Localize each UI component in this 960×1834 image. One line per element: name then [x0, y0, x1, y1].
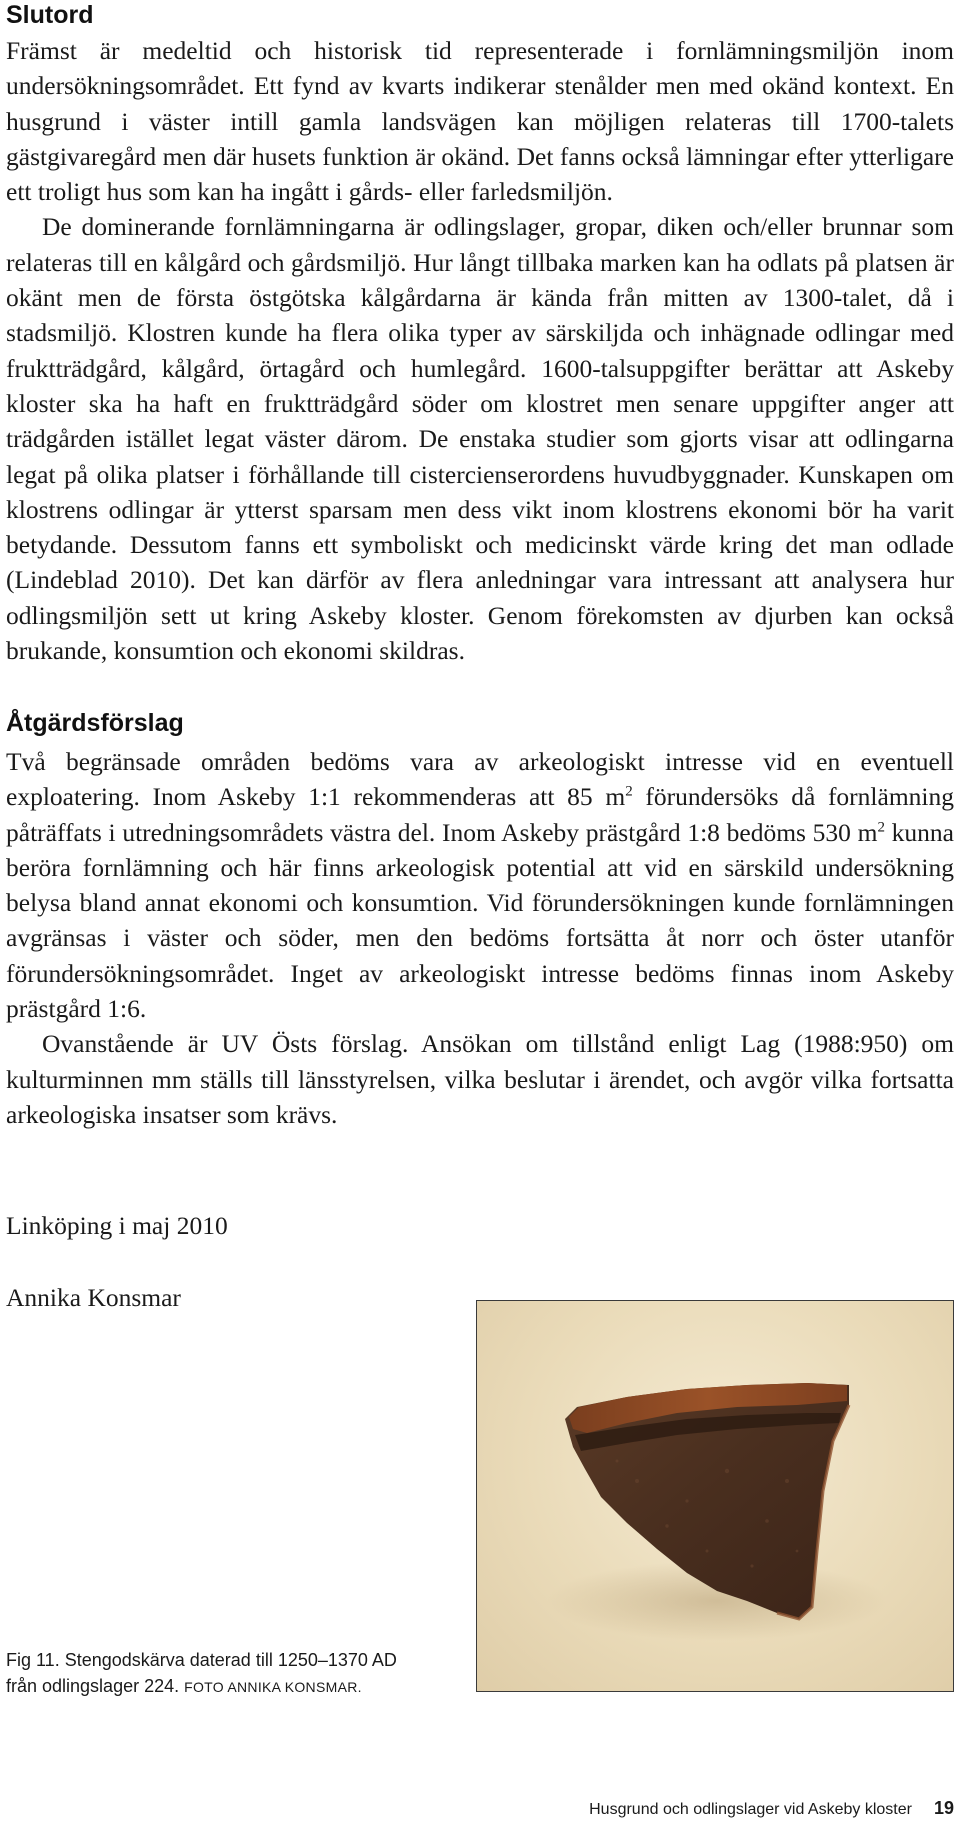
- running-title: Husgrund och odlingslager vid Askeby kloster: [589, 1801, 912, 1818]
- section-heading-slutord: Slutord: [6, 1, 94, 29]
- paragraph: Ovanstående är UV Östs förslag. Ansökan om tillstånd enligt Lag (1988:950) om kulturminnen mm ställs till länsstyrelsen, vilka beslutar i ärendet, och avgör vilka fortsatta arkeologiska insatser som krävs.: [6, 1029, 954, 1129]
- photo-credit: FOTO ANNIKA KONSMAR.: [184, 1679, 362, 1695]
- page-number: 19: [933, 1798, 954, 1818]
- paragraph: Två begränsade områden bedöms vara av arkeologiskt intresse vid en eventuell exploatering. Inom Askeby 1:1 rekommenderas att 85 $m^2$ förundersöks då fornlämning påträffats i utredningsområdets västra del. Inom Askeby prästgård 1:8 bedöms 530 $m^2$ kunna beröra fornlämning och här finns arkeologisk potential att vid en särskild undersökning belysa bland annat ekonomi och konsumtion. Vid förundersökningen kunde fornlämningen avgränsas i väster och söder, men den bedöms fortsätta åt norr och öster utanför förundersökningsområdet. Inget av arkeologiskt intresse bedöms finnas inom Askeby prästgård 1:6.: [6, 747, 954, 1024]
- caption-line: Fig 11. Stengodskärva daterad till 1250–1370 AD: [6, 1650, 397, 1670]
- page-footer: [589, 1798, 954, 1820]
- section-body-atgardsforslag: [6, 744, 954, 1132]
- stoneware-shard-image: [477, 1301, 952, 1690]
- caption-line: från odlingslager 224. FOTO ANNIKA KONSMAR.: [6, 1676, 362, 1696]
- section-heading-atgardsforslag: Åtgärdsförslag: [6, 709, 184, 737]
- section-body-slutord: [6, 33, 954, 668]
- signature-author: Annika Konsmar: [6, 1283, 181, 1312]
- figure-photo-stoneware-shard: [476, 1300, 954, 1692]
- paragraph: Främst är medeltid och historisk tid representerade i fornlämningsmiljön inom undersökningsområdet. Ett fynd av kvarts indikerar stenålder men med okänd kontext. En husgrund i väster intill gamla landsvägen kan möjligen relateras till 1700-talets gästgivaregård men där husets funktion är okänd. Det fanns också lämningar efter ytterligare ett troligt hus som kan ha ingått i gårds- eller farledsmiljön.: [6, 36, 954, 207]
- figure-caption: [6, 1647, 446, 1700]
- paragraph: De dominerande fornlämningarna är odlingslager, gropar, diken och/eller brunnar som relateras till en kålgård och gårdsmiljö. Hur långt tillbaka marken kan ha odlats på platsen är okänt men de första östgötska kålgårdarna är kända från mitten av 1300-talet, då i stadsmiljö. Klostren kunde ha flera olika typer av särskiljda och inhägnade odlingar med fruktträdgård, kålgård, örtagård och humlegård. 1600-talsuppgifter berättar att Askeby kloster ska ha haft en fruktträdgård söder om klostret men senare uppgifter anger att trädgården istället legat väster därom. De enstaka studier som gjorts visar att odlingarna legat på olika platser i förhållande till cistercienserordens huvudbyggnader. Kunskapen om klostrens odlingar är ytterst sparsam men dess vikt inom klostrens ekonomi bör ha varit betydande. Dessutom fanns ett symboliskt och medicinskt värde kring det man odlade (Lindeblad 2010). Det kan därför av flera anledningar vara intressant att analysera hur odlingsmiljön sett ut kring Askeby kloster. Genom förekomsten av djurben kan också brukande, konsumtion och ekonomi skildras.: [6, 212, 954, 666]
- signature-place-date: Linköping i maj 2010: [6, 1211, 228, 1240]
